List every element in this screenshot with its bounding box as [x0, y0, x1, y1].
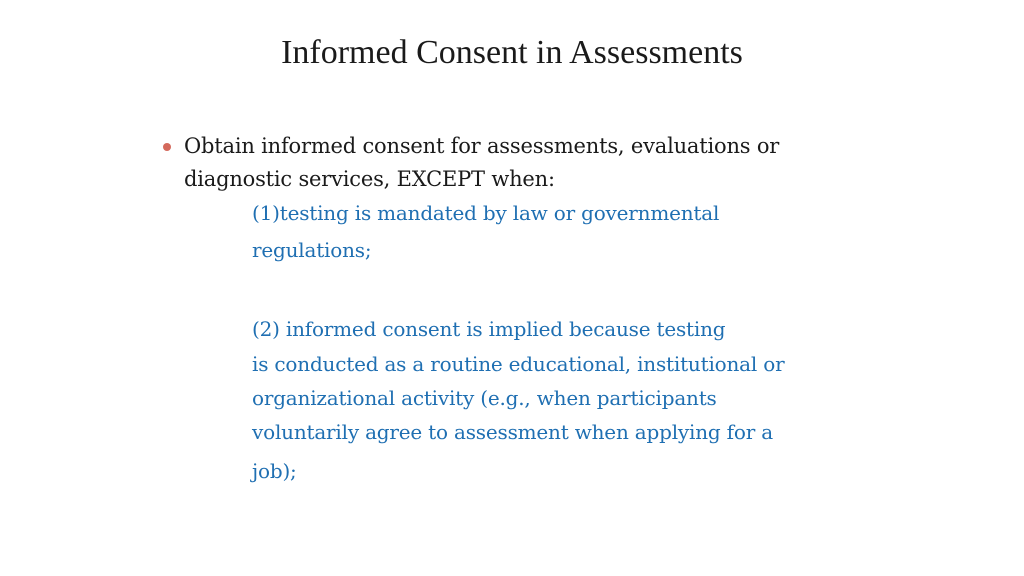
exception-2-line-2: is conducted as a routine educational, institutional or [252, 352, 785, 376]
slide-title: Informed Consent in Assessments [281, 34, 743, 71]
exception-1-line-2: regulations; [252, 238, 372, 262]
bullet-line-1: Obtain informed consent for assessments, evaluations or [184, 134, 780, 158]
exception-2-line-3: organizational activity (e.g., when participants [252, 386, 717, 410]
exception-1-line-1: (1)testing is mandated by law or governmental [252, 201, 720, 225]
exception-2-line-1: (2) informed consent is implied because testing [252, 317, 726, 341]
bullet-line-2: diagnostic services, EXCEPT when: [184, 167, 555, 191]
exception-2-line-4: voluntarily agree to assessment when applying for a [252, 420, 773, 444]
exception-2-line-5: job); [252, 459, 297, 483]
bullet-dot-icon [163, 143, 171, 151]
